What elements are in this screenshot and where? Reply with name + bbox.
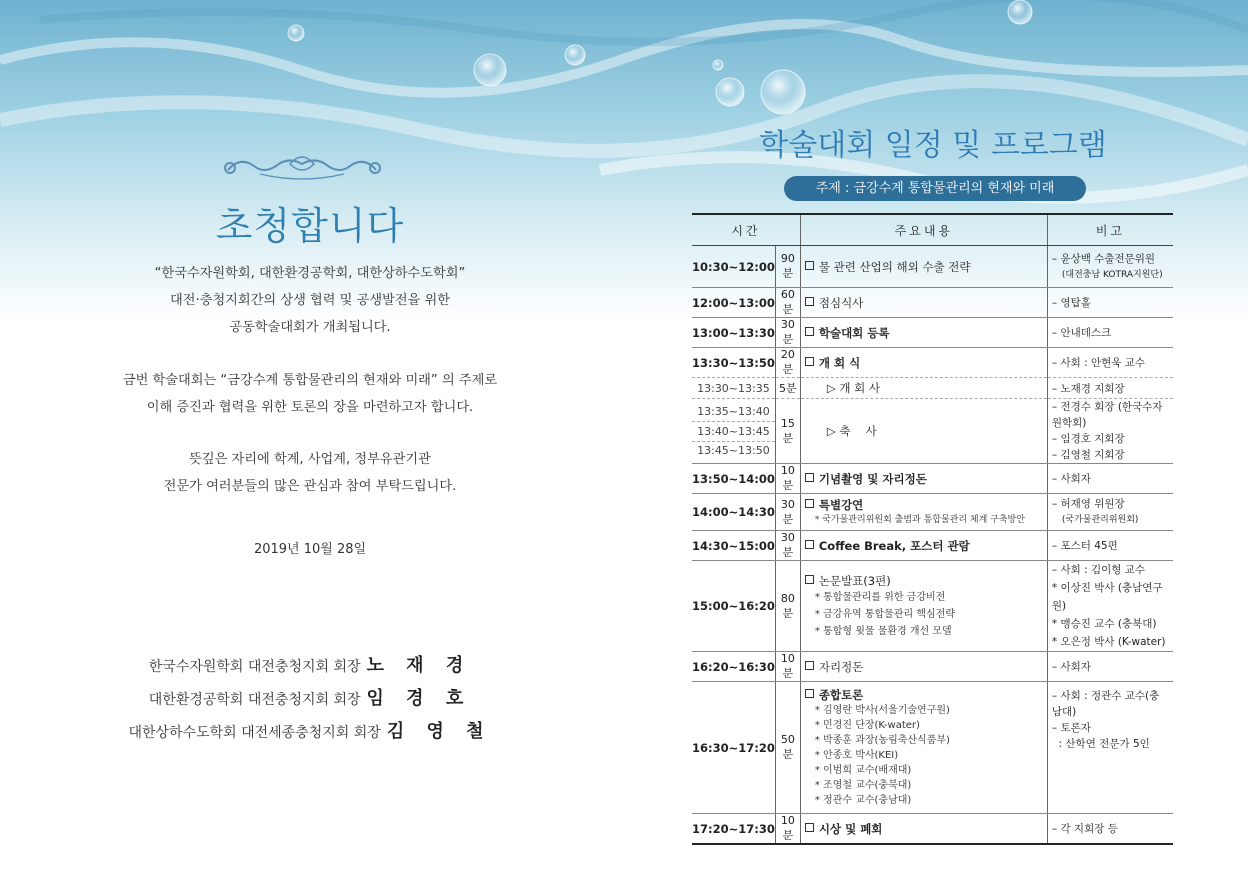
duration-cell: 20분 [775,348,800,378]
note-text: – 윤상백 수출전문위원 [1051,252,1156,265]
checkbox-icon [805,327,814,336]
duration-cell: 30분 [775,531,800,561]
content-subitem: * 조영철 교수(충북대) [814,780,912,791]
content-cell [800,531,1047,561]
content-subitem: * 금강유역 통합물관리 핵심전략 [814,608,955,620]
content-text: 논문발표(3편) [818,573,891,588]
signature-line [0,717,620,743]
invitation-paragraph-3 [0,446,620,500]
note-text: – 사회 : 김이형 교수 [1051,564,1145,576]
time-cell [692,399,775,464]
content-cell [800,288,1047,318]
content-cell [800,652,1047,682]
duration-cell: 60분 [775,288,800,318]
note-text: : 산학연 전문가 5인 [1051,738,1150,750]
duration-cell: 80분 [775,561,800,652]
note-cell [1047,682,1173,814]
table-row [692,494,1173,531]
time-subline: 13:40~13:45 [692,422,775,442]
time-subline: 13:45~13:50 [697,444,770,457]
content-text: 종합토론 [818,688,864,702]
table-row [692,682,1173,814]
signature-name: 노 재 경 [366,655,472,676]
note-text: – 토론자 [1051,722,1091,734]
duration-cell: 50분 [775,682,800,814]
schedule-table [692,213,1173,845]
time-cell: 13:50~14:00 [692,464,775,494]
table-row [692,652,1173,682]
content-subitem: * 통합물관리를 위한 금강비전 [814,591,946,603]
note-cell [1047,561,1173,652]
content-cell [800,814,1047,845]
note-subtext: (국가물관리위원회) [1061,515,1139,525]
ornament-icon [220,150,385,184]
content-text: Coffee Break, 포스터 관람 [818,538,970,553]
signature-org: 대한환경공학회 대전충청지회 회장 [148,692,361,708]
duration-cell: 10분 [775,464,800,494]
invitation-title: 초청합니다 [215,204,405,248]
content-cell [800,348,1047,378]
note-cell [1047,246,1173,288]
duration-cell: 10분 [775,814,800,845]
checkbox-icon [805,575,814,584]
note-cell [1047,399,1173,464]
table-row [692,464,1173,494]
content-subitem: * 박종훈 과장(농림축산식품부) [814,735,950,746]
content-text: 시상 및 폐회 [818,821,883,836]
program-title: 학술대회 일정 및 프로그램 [759,128,1107,163]
text-line: 전문가 여러분들의 많은 관심과 참여 부탁드립니다. [163,479,457,494]
table-row [692,531,1173,561]
content-cell: ▷ 축 사 [800,399,1047,464]
content-text: 특별강연 [818,497,864,512]
time-cell: 12:00~13:00 [692,288,775,318]
text-line: 공동학술대회가 개최됩니다. [229,320,391,335]
content-cell [800,561,1047,652]
checkbox-icon [805,261,814,270]
note-cell [1047,494,1173,531]
note-text: * 오은정 박사 (K-water) [1051,636,1166,648]
table-row [692,246,1173,288]
checkbox-icon [805,689,814,698]
signature-name: 김 영 철 [386,721,492,742]
table-row [692,399,1173,464]
content-text: 개 회 식 [818,355,861,370]
signature-org: 한국수자원학회 대전충청지회 회장 [148,659,361,675]
table-row [692,378,1173,399]
note-text: – 김영철 지회장 [1051,449,1125,461]
checkbox-icon [805,661,814,670]
text-line: 금번 학술대회는 “금강수계 통합물관리의 현재와 미래” 의 주제로 [122,373,498,388]
content-subitem: * 김영란 박사(서울기술연구원) [814,705,950,716]
header-note: 비고 [1047,214,1173,246]
content-subitem: * 국가물관리위원회 출범과 통합물관리 체계 구축방안 [814,514,1025,525]
invitation-paragraph-1 [0,260,620,341]
duration-cell: 5분 [775,378,800,399]
note-cell: – 사회자 [1047,652,1173,682]
signature-name: 임 경 호 [366,688,472,709]
checkbox-icon [805,499,814,508]
content-text: 물 관련 산업의 해외 수출 전략 [818,259,971,274]
time-cell: 13:00~13:30 [692,318,775,348]
time-cell: 13:30~13:50 [692,348,775,378]
duration-cell: 90분 [775,246,800,288]
time-cell: 10:30~12:00 [692,246,775,288]
content-text: 점심식사 [818,295,864,310]
table-row [692,288,1173,318]
time-subline: 13:35~13:40 [692,402,775,422]
note-cell: – 노재경 지회장 [1047,378,1173,399]
content-subitem: * 안종호 박사(KEI) [814,750,899,761]
note-text: – 전경수 회장 (한국수자원학회) [1051,401,1163,429]
note-cell: – 사회 : 안현욱 교수 [1047,348,1173,378]
duration-cell: 30분 [775,318,800,348]
note-cell: – 사회자 [1047,464,1173,494]
note-subtext: (대전충남 KOTRA지원단) [1061,269,1163,280]
note-cell: – 안내데스크 [1047,318,1173,348]
duration-cell: 15분 [775,399,800,464]
content-cell [800,494,1047,531]
text-line: “한국수자원학회, 대한환경공학회, 대한상하수도학회” [154,266,466,281]
content-subitem: * 통합형 윗물 물환경 개선 모델 [814,625,952,637]
note-text: – 임경호 지회장 [1051,433,1125,445]
time-cell: 14:30~15:00 [692,531,775,561]
signature-line [0,684,620,710]
invitation-paragraph-2 [0,367,620,421]
content-cell [800,246,1047,288]
table-row [692,814,1173,845]
header-time: 시간 [692,214,800,246]
invitation-date: 2019년 10월 28일 [253,542,367,557]
signature-org: 대한상하수도학회 대전세종충청지회 회장 [128,725,381,741]
content-cell [800,464,1047,494]
table-header-row [692,214,1173,246]
note-cell: – 영탑홀 [1047,288,1173,318]
note-text: * 맹승진 교수 (충북대) [1051,618,1157,630]
checkbox-icon [805,823,814,832]
text-line: 뜻깊은 자리에 학계, 사업계, 정부유관기관 [189,452,431,467]
note-cell: – 각 지회장 등 [1047,814,1173,845]
time-cell: 14:00~14:30 [692,494,775,531]
note-text: – 허재영 위원장 [1051,498,1125,510]
content-text: 학술대회 등록 [818,325,890,340]
table-row [692,348,1173,378]
time-cell: 16:20~16:30 [692,652,775,682]
duration-cell: 30분 [775,494,800,531]
content-cell [800,318,1047,348]
signature-line [0,651,620,677]
time-cell: 13:30~13:35 [692,378,775,399]
time-cell: 16:30~17:20 [692,682,775,814]
content-cell: ▷ 개 회 사 [800,378,1047,399]
content-cell [800,682,1047,814]
note-cell: – 포스터 45편 [1047,531,1173,561]
content-text: 기념촬영 및 자리정돈 [818,471,927,486]
header-content: 주요내용 [800,214,1047,246]
checkbox-icon [805,540,814,549]
note-text: – 사회 : 정관수 교수(충남대) [1051,690,1160,718]
text-line: 이해 증진과 협력을 위한 토론의 장을 마련하고자 합니다. [146,400,474,415]
checkbox-icon [805,357,814,366]
duration-cell: 10분 [775,652,800,682]
content-subitem: * 민경진 단장(K-water) [814,720,920,731]
text-line: 대전·충청지회간의 상생 협력 및 공생발전을 위한 [170,293,450,308]
note-text: * 이상진 박사 (충남연구원) [1051,582,1163,612]
content-subitem: * 정관수 교수(충남대) [814,795,912,806]
checkbox-icon [805,473,814,482]
content-subitem: * 이범희 교수(배재대) [814,765,912,776]
content-text: 자리정돈 [818,659,864,674]
table-row [692,561,1173,652]
time-cell: 17:20~17:30 [692,814,775,845]
time-cell: 15:00~16:20 [692,561,775,652]
theme-badge: 주제 : 금강수계 통합물관리의 현재와 미래 [784,176,1086,201]
table-row [692,318,1173,348]
checkbox-icon [805,297,814,306]
